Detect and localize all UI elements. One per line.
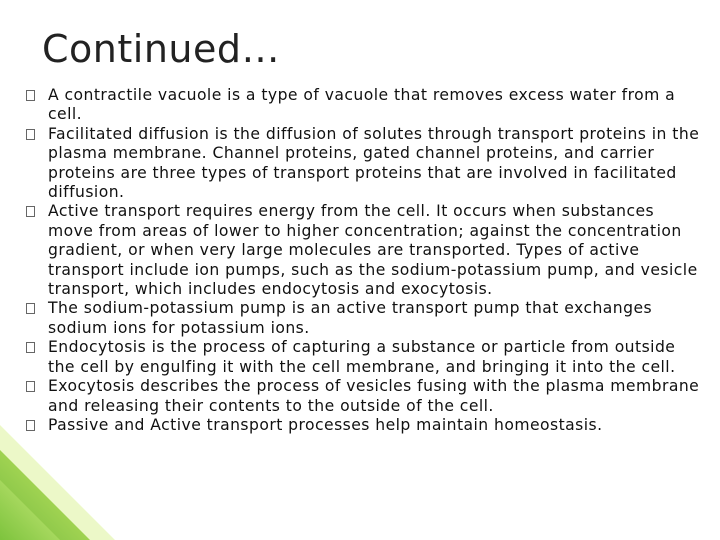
bullet-text: Exocytosis describes the process of vesicles fusing with the plasma membrane and releasing their contents to the outside of the cell.: [48, 377, 700, 415]
list-item: [26, 299, 702, 338]
square-bullet-icon: [26, 303, 35, 314]
square-bullet-icon: [26, 381, 35, 392]
bullet-text: Facilitated diffusion is the diffusion of solutes through transport proteins in the plasma membrane. Channel proteins, gated channel proteins, and carrier proteins are three types of transport proteins that are involved in facilitated diffusion.: [48, 124, 700, 202]
square-bullet-icon: [26, 342, 35, 353]
bullet-list: [26, 86, 702, 435]
list-item: [26, 202, 702, 299]
list-item: [26, 416, 702, 435]
square-bullet-icon: [26, 90, 35, 101]
list-item: [26, 125, 702, 203]
bullet-text: Endocytosis is the process of capturing a substance or particle from outside the cell by engulfing it with the cell membrane, and bringing it into the cell.: [48, 338, 676, 376]
bullet-text: Active transport requires energy from the cell. It occurs when substances move from areas of lower to higher concentration; against the concentration gradient, or when very large molecules are transported. Types of active transport include ion pumps, such as the sodium-potassium pump, and vesicle transport, which includes endocytosis and exocytosis.: [48, 202, 698, 299]
bullet-text: Passive and Active transport processes help maintain homeostasis.: [48, 415, 603, 434]
square-bullet-icon: [26, 206, 35, 217]
bullet-text: The sodium-potassium pump is an active transport pump that exchanges sodium ions for potassium ions.: [48, 299, 653, 337]
list-item: [26, 86, 702, 125]
square-bullet-icon: [26, 420, 35, 431]
square-bullet-icon: [26, 129, 35, 140]
slide-title: Continued…: [42, 27, 280, 71]
bullet-text: A contractile vacuole is a type of vacuole that removes excess water from a cell.: [48, 86, 676, 124]
list-item: [26, 338, 702, 377]
list-item: [26, 377, 702, 416]
